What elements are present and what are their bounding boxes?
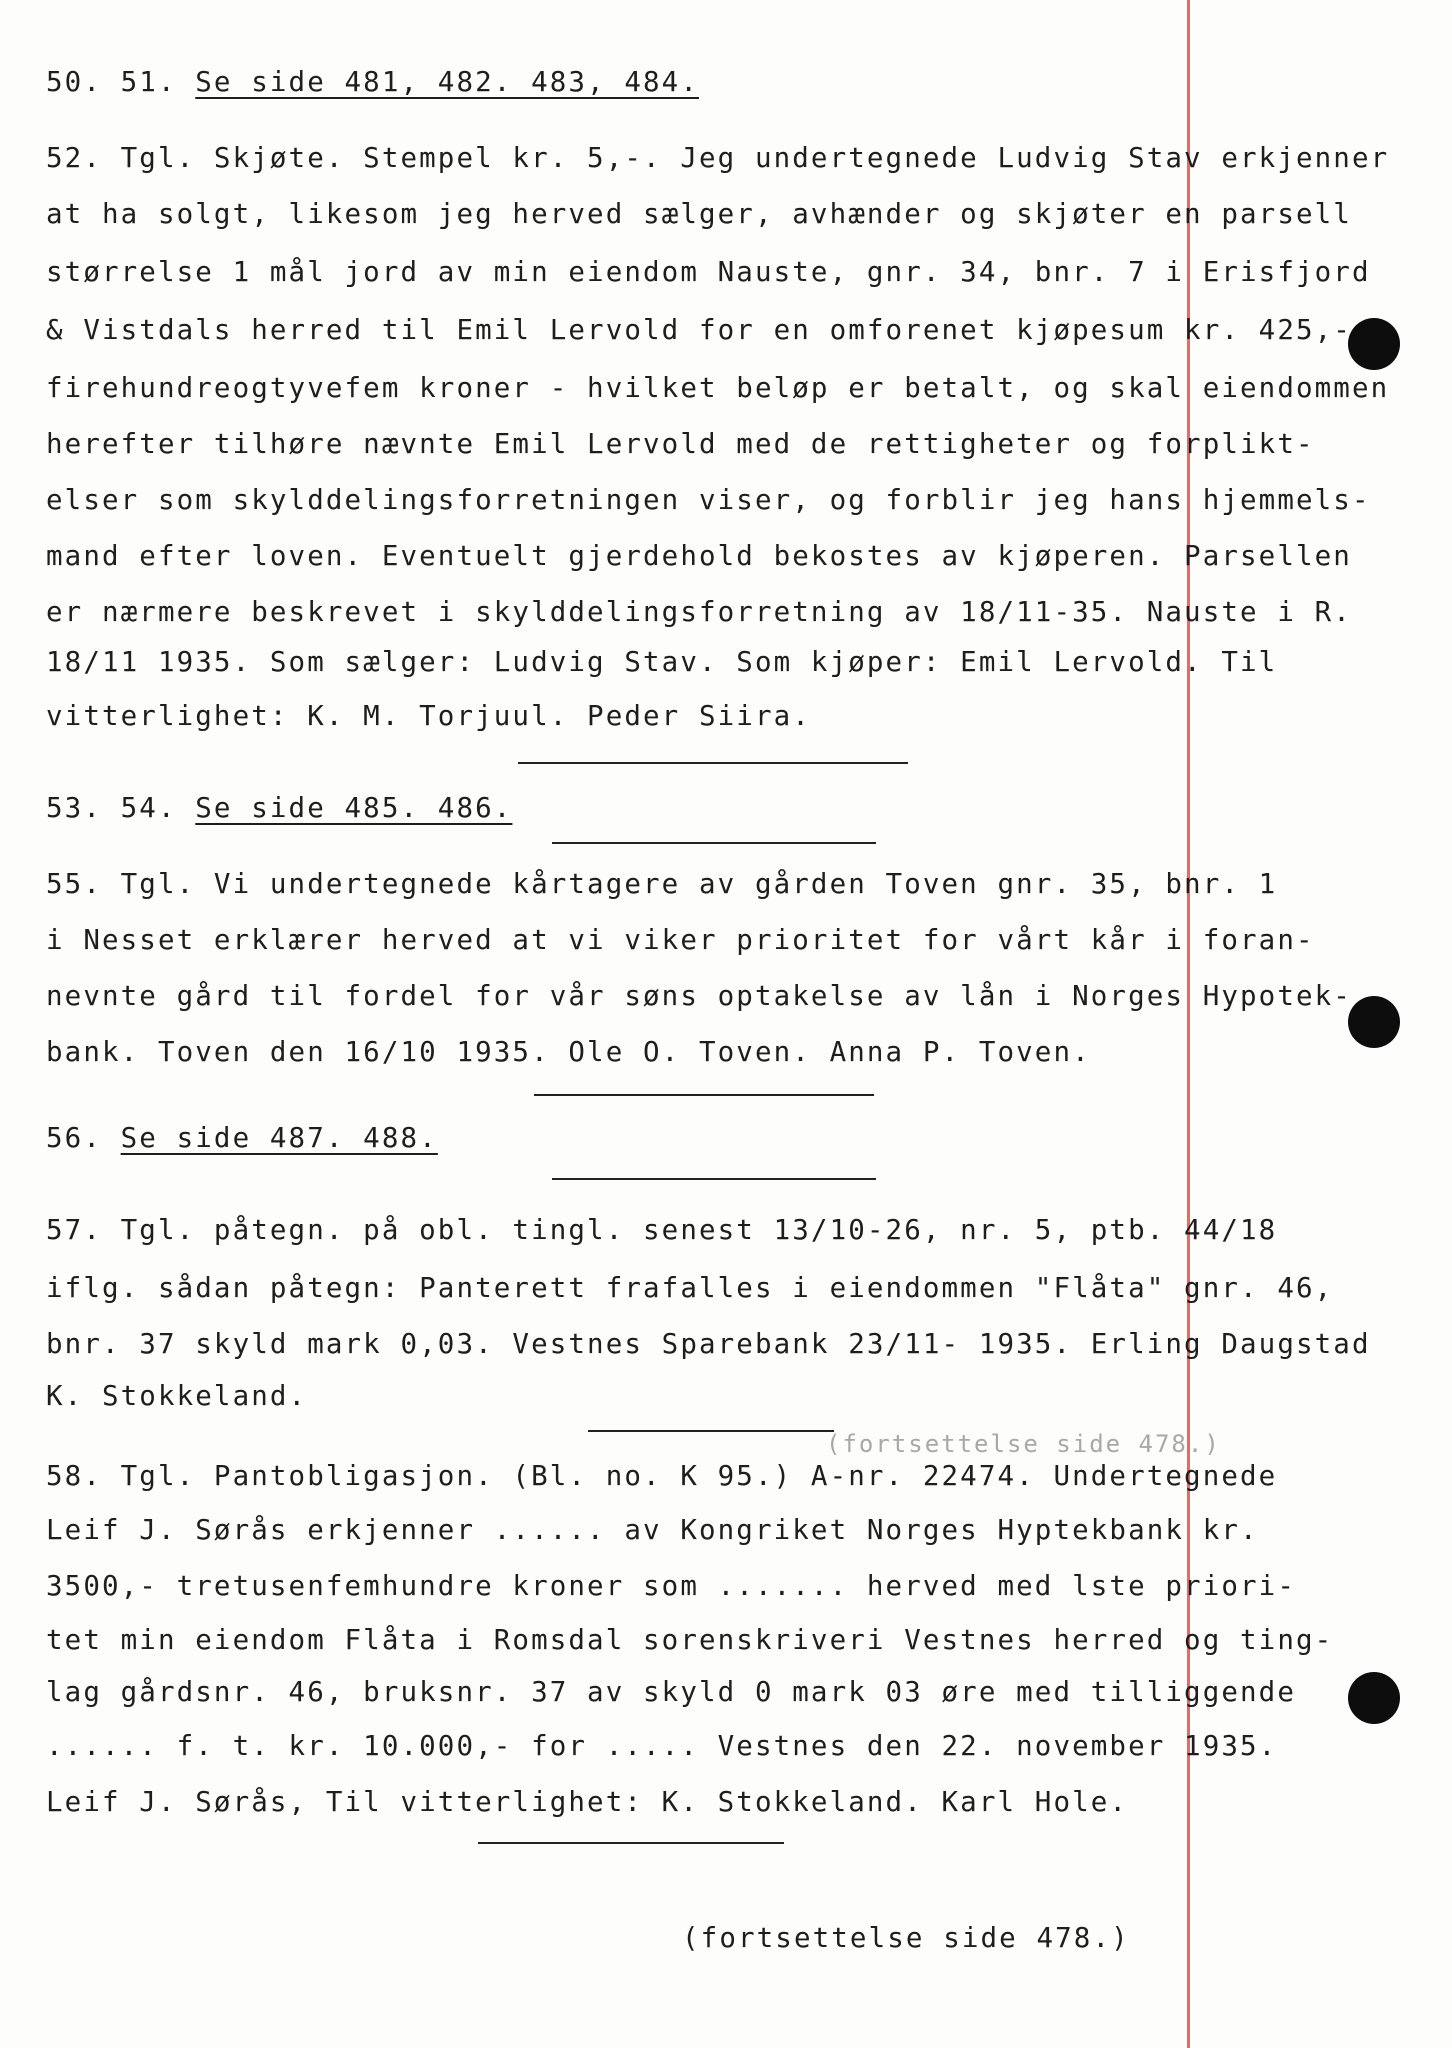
separator-line [534, 1094, 874, 1096]
separator-line [518, 762, 908, 764]
faint-bleedthrough-note: (fortsettelse side 478.) [826, 1430, 1221, 1458]
entry-52-line: er nærmere beskrevet i skylddelingsforretning av 18/11-35. Nauste i R. [46, 596, 1352, 628]
entry-number: 53. 54. [46, 792, 196, 824]
entry-52-line: & Vistdals herred til Emil Lervold for en omforenet kjøpesum kr. 425,- [46, 314, 1352, 346]
separator-line [478, 1842, 784, 1844]
entry-58-line: 58. Tgl. Pantobligasjon. (Bl. no. K 95.) A-nr. 22474. Undertegnede [46, 1460, 1278, 1492]
entry-52-line: elser som skylddelingsforretningen viser, og forblir jeg hans hjemmels- [46, 484, 1371, 516]
continuation-note: (fortsettelse side 478.) [682, 1922, 1130, 1954]
reference-link: Se side 481, 482. 483, 484. [195, 66, 699, 98]
entry-52-line: vitterlighet: K. M. Torjuul. Peder Siira. [46, 700, 811, 732]
entry-number: 56. [46, 1122, 121, 1154]
entry-58-line: lag gårdsnr. 46, bruksnr. 37 av skyld 0 mark 03 øre med tilliggende [46, 1676, 1296, 1708]
entry-53-54 [46, 790, 512, 826]
entry-52-line: mand efter loven. Eventuelt gjerdehold bekostes av kjøperen. Parsellen [46, 540, 1352, 572]
entry-58-line: ...... f. t. kr. 10.000,- for ..... Vestnes den 22. november 1935. [46, 1730, 1278, 1762]
entry-58-line: tet min eiendom Flåta i Romsdal sorenskriveri Vestnes herred og ting- [46, 1624, 1334, 1656]
entry-55-line: nevnte gård til fordel for vår søns optakelse av lån i Norges Hypotek- [46, 980, 1352, 1012]
entry-57-line: 57. Tgl. påtegn. på obl. tingl. senest 13/10-26, nr. 5, ptb. 44/18 [46, 1214, 1278, 1246]
separator-line [552, 1178, 876, 1180]
reference-link: Se side 485. 486. [195, 792, 513, 824]
entry-52-line: at ha solgt, likesom jeg herved sælger, avhænder og skjøter en parsell [46, 198, 1352, 230]
entry-57-line: K. Stokkeland. [46, 1380, 308, 1412]
entry-57-line: bnr. 37 skyld mark 0,03. Vestnes Sparebank 23/11- 1935. Erling Daugstad [46, 1328, 1371, 1360]
entry-52-line: 52. Tgl. Skjøte. Stempel kr. 5,-. Jeg undertegnede Ludvig Stav erkjenner [46, 142, 1390, 174]
entry-52-line: 18/11 1935. Som sælger: Ludvig Stav. Som kjøper: Emil Lervold. Til [46, 646, 1278, 678]
entry-52-line: størrelse 1 mål jord av min eiendom Nauste, gnr. 34, bnr. 7 i Erisfjord [46, 256, 1371, 288]
punch-hole-top [1348, 318, 1400, 370]
entry-55-line: i Nesset erklærer herved at vi viker prioritet for vårt kår i foran- [46, 924, 1315, 956]
separator-line [588, 1430, 834, 1432]
entry-56 [46, 1120, 438, 1156]
entry-52-line: firehundreogtyvefem kroner - hvilket beløp er betalt, og skal eiendommen [46, 372, 1390, 404]
entry-55-line: bank. Toven den 16/10 1935. Ole O. Toven. Anna P. Toven. [46, 1036, 1091, 1068]
entry-52-line: herefter tilhøre nævnte Emil Lervold med de rettigheter og forplikt- [46, 428, 1315, 460]
entry-55-line: 55. Tgl. Vi undertegnede kårtagere av gården Toven gnr. 35, bnr. 1 [46, 868, 1278, 900]
reference-link: Se side 487. 488. [120, 1122, 438, 1154]
entry-50-51 [46, 64, 699, 100]
entry-58-line: Leif J. Sørås erkjenner ...... av Kongriket Norges Hyptekbank kr. [46, 1514, 1259, 1546]
entry-58-line: Leif J. Sørås, Til vitterlighet: K. Stokkeland. Karl Hole. [46, 1786, 1129, 1818]
entry-number: 50. 51. [46, 66, 196, 98]
entry-57-line: iflg. sådan påtegn: Panterett frafalles i eiendommen "Flåta" gnr. 46, [46, 1272, 1334, 1304]
separator-line [552, 842, 876, 844]
punch-hole-bottom [1348, 1672, 1400, 1724]
entry-58-line: 3500,- tretusenfemhundre kroner som ....... herved med lste priori- [46, 1570, 1296, 1602]
punch-hole-middle [1348, 996, 1400, 1048]
